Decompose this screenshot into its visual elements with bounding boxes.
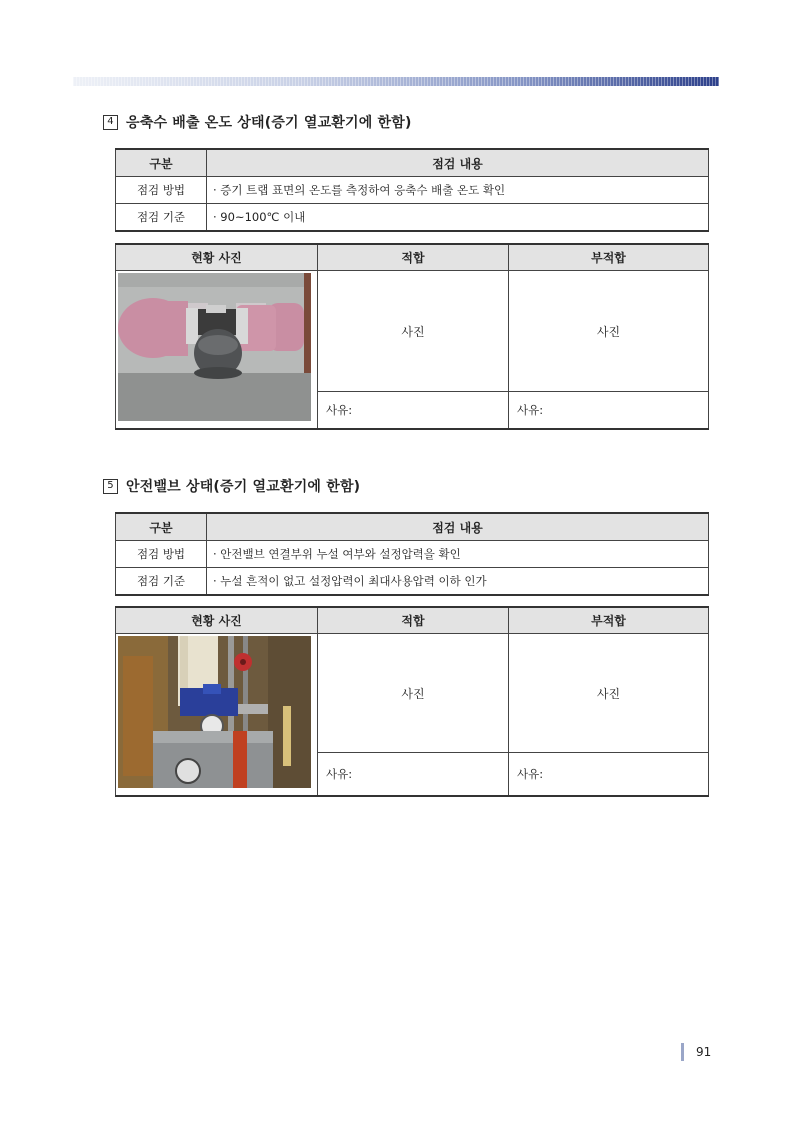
photo-header-status: 현황 사진: [116, 244, 318, 271]
section-4-title: [103, 112, 412, 132]
section-4-info-table: [115, 148, 709, 232]
steam-trap-photo: [118, 273, 311, 421]
info-header-category: 구분: [116, 149, 207, 177]
info-row-value: · 누설 흔적이 없고 설정압력이 최대사용압력 이하 인가: [207, 568, 709, 596]
fail-photo-placeholder: 사진: [509, 271, 709, 392]
info-row-label: 점검 기준: [116, 568, 207, 596]
fail-reason: 사유:: [509, 753, 709, 797]
fail-photo-placeholder: 사진: [509, 634, 709, 753]
photo-header-pass: 적합: [318, 607, 509, 634]
info-row-value: · 증기 트랩 표면의 온도를 측정하여 응축수 배출 온도 확인: [207, 177, 709, 204]
info-row-label: 점검 방법: [116, 177, 207, 204]
safety-valve-photo: [118, 636, 311, 788]
page-number: 91: [696, 1045, 712, 1059]
info-header-content: 점검 내용: [207, 513, 709, 541]
pass-reason: 사유:: [318, 753, 509, 797]
fail-reason: 사유:: [509, 392, 709, 430]
section-5-number: 5: [103, 479, 118, 494]
section-4-title-text: 응축수 배출 온도 상태(증기 열교환기에 한함): [126, 115, 412, 131]
photo-header-fail: 부적합: [509, 607, 709, 634]
section-5-title-text: 안전밸브 상태(증기 열교환기에 한함): [126, 479, 361, 495]
section-5-photo-table: [115, 606, 709, 797]
section-4-photo-table: [115, 243, 709, 430]
section-5-title: [103, 476, 360, 496]
header-decorative-bar: [73, 77, 719, 86]
info-row-value: · 안전밸브 연결부위 누설 여부와 설정압력을 확인: [207, 541, 709, 568]
photo-header-pass: 적합: [318, 244, 509, 271]
pass-photo-placeholder: 사진: [318, 271, 509, 392]
info-row-label: 점검 방법: [116, 541, 207, 568]
pass-photo-placeholder: 사진: [318, 634, 509, 753]
info-header-category: 구분: [116, 513, 207, 541]
safety-valve-photo-cell: [116, 634, 318, 797]
page-number-divider: [681, 1043, 684, 1061]
photo-header-fail: 부적합: [509, 244, 709, 271]
section-4-number: 4: [103, 115, 118, 130]
photo-header-status: 현황 사진: [116, 607, 318, 634]
info-row-label: 점검 기준: [116, 204, 207, 232]
pass-reason: 사유:: [318, 392, 509, 430]
info-header-content: 점검 내용: [207, 149, 709, 177]
info-row-value: · 90~100℃ 이내: [207, 204, 709, 232]
steam-trap-photo-cell: [116, 271, 318, 430]
section-5-info-table: [115, 512, 709, 596]
